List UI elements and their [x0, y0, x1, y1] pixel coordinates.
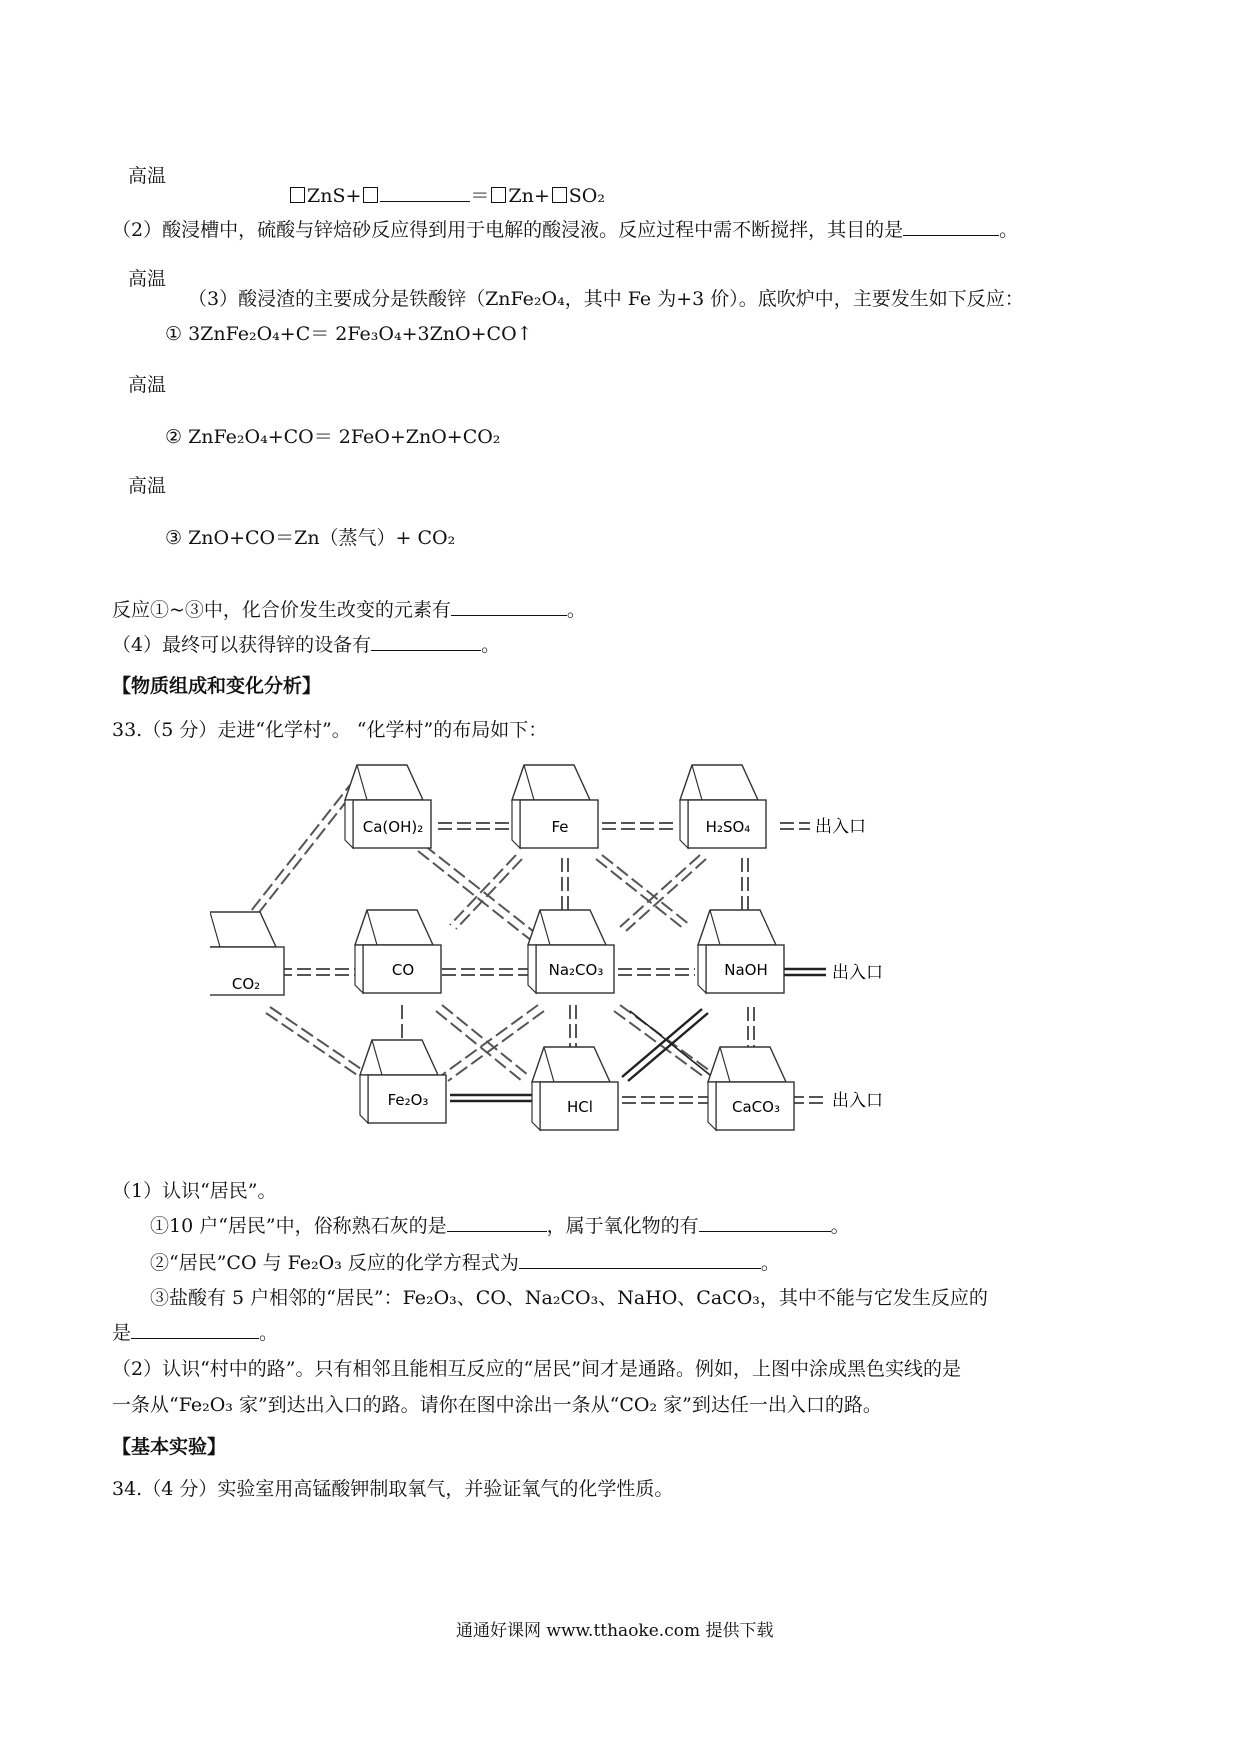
house-caoh2	[345, 765, 431, 848]
house-h2so4	[680, 765, 766, 848]
road-fe-cuso	[596, 855, 690, 929]
question-34: 34.（4 分）实验室用高锰酸钾制取氧气，并验证氧气的化学性质。	[112, 1478, 674, 1500]
q3-ask-text: 反应①~③中，化合价发生改变的元素有	[112, 599, 451, 621]
house-na2co3	[528, 910, 614, 993]
answer-blank[interactable]	[447, 1213, 547, 1232]
solid-road-fe2o3-hcl	[450, 1095, 538, 1101]
road-caco3-exit	[790, 1097, 825, 1103]
part-1-q3-cont	[112, 1320, 278, 1346]
road-caoh2-co2	[240, 785, 356, 929]
question-3-ask	[112, 597, 586, 623]
section-heading: 【物质组成和变化分析】	[112, 675, 322, 697]
house-caco3	[708, 1047, 794, 1130]
coefficient-box[interactable]	[552, 187, 567, 203]
house-naoh	[698, 910, 784, 993]
q3-ask-end: 。	[566, 599, 586, 621]
answer-blank[interactable]	[131, 1320, 259, 1339]
road-caoh2-na2co3	[418, 845, 538, 941]
answer-blank[interactable]	[380, 183, 470, 202]
house-label: Ca(OH)₂	[362, 818, 424, 836]
road-co2-fe2o3	[266, 1007, 370, 1081]
reaction-3: ③ ZnO+CO＝Zn（蒸气）+ CO₂	[165, 527, 456, 549]
road-na2co3-naoh	[618, 969, 695, 975]
part-2-line2: 一条从“Fe₂O₃ 家”到达出入口的路。请你在图中涂出一条从“CO₂ 家”到达任一出入口的路。	[112, 1394, 882, 1416]
condition-label: 高温	[128, 475, 167, 497]
road-fe-hcl	[450, 855, 522, 929]
question-33: 33.（5 分）走进“化学村”。 “化学村”的布局如下：	[112, 719, 548, 741]
house-label: NaOH	[724, 961, 768, 979]
house-label: CO	[391, 961, 415, 979]
exit-label-middle: 出入口	[832, 963, 883, 983]
chemistry-village-diagram	[210, 755, 1030, 1165]
answer-blank[interactable]	[451, 597, 567, 616]
q2-text: （2）酸浸槽中，硫酸与锌焙砂反应得到用于电解的酸浸液。反应过程中需不断搅拌，其目的是	[112, 219, 904, 241]
house-label: CO₂	[231, 975, 261, 993]
answer-blank[interactable]	[903, 217, 999, 236]
part-1-q2	[150, 1250, 780, 1276]
condition-label: 高温	[128, 268, 167, 290]
house-hcl	[532, 1047, 618, 1130]
section-heading: 【基本实验】	[112, 1436, 227, 1458]
p1-2-end: 。	[760, 1252, 780, 1274]
road-co2-co	[278, 969, 355, 975]
part-1-q3: ③盐酸有 5 户相邻的“居民”：Fe₂O₃、CO、Na₂CO₃、NaHO、CaCO₃，其中不能与它发生反应的	[150, 1287, 988, 1309]
q2-end: 。	[999, 219, 1019, 241]
p1-2-text: ②“居民”CO 与 Fe₂O₃ 反应的化学方程式为	[150, 1252, 519, 1274]
condition-label: 高温	[128, 374, 167, 396]
house-fe	[512, 765, 598, 848]
q4-end: 。	[481, 634, 501, 656]
road-h2so4-naoh	[742, 858, 748, 915]
coefficient-box[interactable]	[491, 187, 506, 203]
question-4	[112, 632, 500, 658]
eq-part: ＝	[470, 185, 490, 207]
p1-3-text-b: 是	[112, 1322, 132, 1344]
house-label: Fe₂O₃	[387, 1091, 429, 1109]
house-label: H₂SO₄	[705, 818, 751, 836]
house-co	[355, 910, 441, 993]
road-h2so4-exit	[780, 823, 810, 829]
solid-road-naoh-exit	[782, 969, 826, 975]
equation-blank-line	[288, 183, 605, 209]
road-fe-na2co3	[562, 858, 568, 915]
reaction-1: ① 3ZnFe₂O₄+C＝ 2Fe₃O₄+3ZnO+CO↑	[165, 323, 533, 345]
eq-part: Zn+	[508, 185, 550, 207]
reaction-2: ② ZnFe₂O₄+CO＝ 2FeO+ZnO+CO₂	[165, 426, 501, 448]
house-label: CaCO₃	[732, 1098, 780, 1116]
house-label: HCl	[567, 1098, 593, 1116]
exit-label-top: 出入口	[815, 817, 866, 837]
p1-1-end: 。	[830, 1215, 850, 1237]
question-3: （3）酸浸渣的主要成分是铁酸锌（ZnFe₂O₄，其中 Fe 为+3 价）。底吹炉中，主要发生如下反应：	[188, 288, 1024, 310]
eq-part: ZnS+	[307, 185, 362, 207]
question-2	[112, 217, 1018, 243]
coefficient-box[interactable]	[363, 187, 378, 203]
road-fe-h2so4	[602, 823, 678, 829]
page-footer: 通通好课网 www.tthaoke.com 提供下载	[456, 1621, 774, 1641]
road-h2so4-na2co3	[620, 855, 706, 931]
p1-1-text-a: ①10 户“居民”中，俗称熟石灰的是	[150, 1215, 447, 1237]
road-co-na2co3	[442, 969, 528, 975]
q4-text: （4）最终可以获得锌的设备有	[112, 634, 372, 656]
condition-label: 高温	[128, 165, 167, 187]
road-hcl-caco3	[622, 1001, 710, 1103]
p1-1-text-b: ，属于氧化物的有	[546, 1215, 699, 1237]
coefficient-box[interactable]	[290, 187, 305, 203]
house-co2	[210, 912, 284, 995]
exit-label-bottom: 出入口	[832, 1091, 883, 1111]
road-caoh2-fe	[438, 823, 510, 829]
road-co-hcl	[436, 1005, 528, 1081]
house-fe2o3	[360, 1040, 446, 1123]
p1-3-end: 。	[259, 1322, 279, 1344]
part-1-q1	[150, 1213, 850, 1239]
house-label: Fe	[551, 818, 569, 836]
eq-part: SO₂	[568, 185, 605, 207]
answer-blank[interactable]	[699, 1213, 831, 1232]
part-1-heading: （1）认识“居民”。	[112, 1180, 277, 1202]
part-2-line1: （2）认识“村中的路”。只有相邻且能相互反应的“居民”间才是通路。例如，上图中涂成黑色实线的是	[112, 1358, 961, 1380]
answer-blank[interactable]	[519, 1250, 761, 1269]
house-label: Na₂CO₃	[548, 961, 604, 979]
answer-blank[interactable]	[371, 632, 481, 651]
